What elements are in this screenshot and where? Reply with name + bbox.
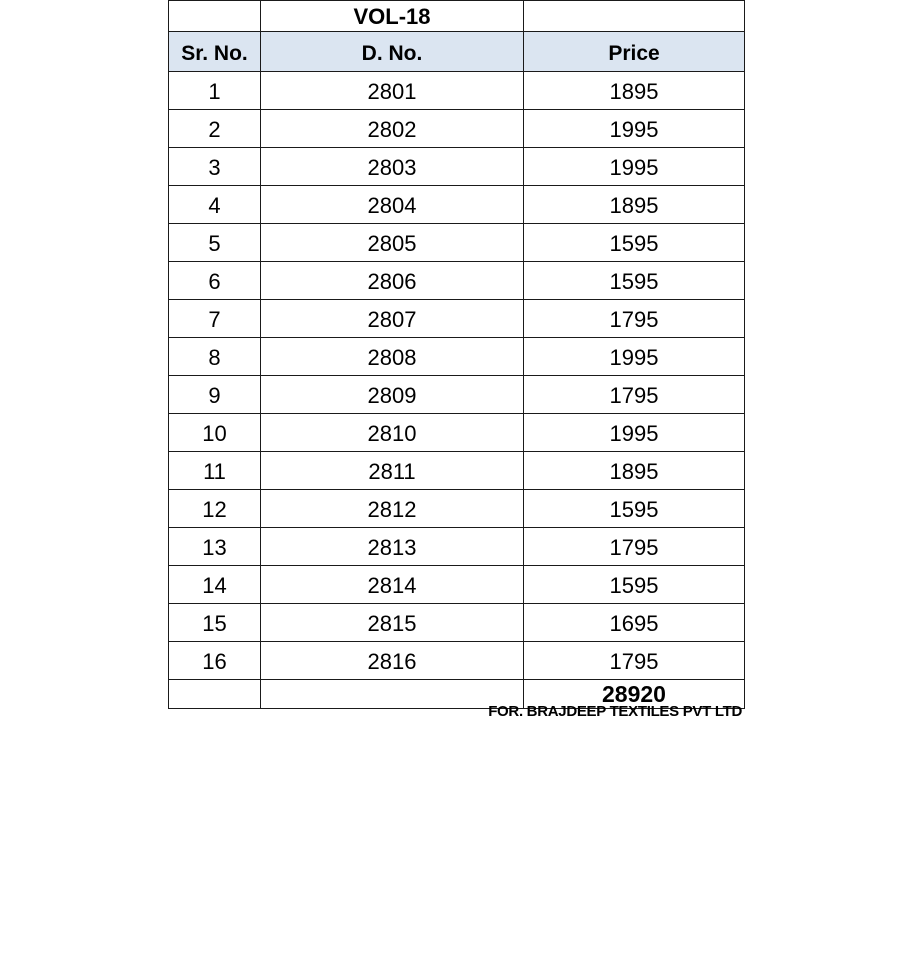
- table-row: [169, 224, 745, 262]
- design-number-cell: 2808: [261, 338, 524, 376]
- column-header-d-no: D. No.: [261, 32, 524, 72]
- design-number-cell: 2805: [261, 224, 524, 262]
- price-cell: 1595: [524, 262, 745, 300]
- design-number-cell: 2809: [261, 376, 524, 414]
- price-list-table: [168, 0, 745, 709]
- table-row: [169, 72, 745, 110]
- design-number-cell: 2815: [261, 604, 524, 642]
- table-row: [169, 300, 745, 338]
- price-cell: 1795: [524, 376, 745, 414]
- sr-no-cell: 5: [169, 224, 261, 262]
- table-row: [169, 490, 745, 528]
- price-cell: 1795: [524, 642, 745, 680]
- sr-no-cell: 10: [169, 414, 261, 452]
- table-row: [169, 186, 745, 224]
- design-number-cell: 2813: [261, 528, 524, 566]
- table-row: [169, 642, 745, 680]
- company-signature: FOR. BRAJDEEP TEXTILES PVT LTD: [488, 703, 742, 720]
- price-cell: 1595: [524, 224, 745, 262]
- price-cell: 1795: [524, 528, 745, 566]
- design-number-cell: 2806: [261, 262, 524, 300]
- table-row: [169, 414, 745, 452]
- price-cell: 1995: [524, 148, 745, 186]
- table-row: [169, 148, 745, 186]
- sr-no-cell: 16: [169, 642, 261, 680]
- price-cell: 1895: [524, 72, 745, 110]
- price-cell: 1595: [524, 490, 745, 528]
- sr-no-cell: 6: [169, 262, 261, 300]
- volume-title-empty-left: [169, 1, 261, 32]
- price-cell: 1795: [524, 300, 745, 338]
- price-cell: 1695: [524, 604, 745, 642]
- volume-title-empty-right: [524, 1, 745, 32]
- sr-no-cell: 8: [169, 338, 261, 376]
- sr-no-cell: 11: [169, 452, 261, 490]
- sr-no-cell: 14: [169, 566, 261, 604]
- design-number-cell: 2814: [261, 566, 524, 604]
- sr-no-cell: 15: [169, 604, 261, 642]
- table-row: [169, 528, 745, 566]
- total-empty-left: [169, 680, 261, 709]
- volume-title-row: [169, 1, 745, 32]
- column-header-row: [169, 32, 745, 72]
- table-row: [169, 604, 745, 642]
- price-cell: 1995: [524, 414, 745, 452]
- column-header-price: Price: [524, 32, 745, 72]
- sr-no-cell: 9: [169, 376, 261, 414]
- sr-no-cell: 4: [169, 186, 261, 224]
- design-number-cell: 2811: [261, 452, 524, 490]
- design-number-cell: 2807: [261, 300, 524, 338]
- table-row: [169, 566, 745, 604]
- sr-no-cell: 2: [169, 110, 261, 148]
- volume-title: VOL-18: [261, 1, 524, 32]
- table-row: [169, 338, 745, 376]
- price-cell: 1995: [524, 338, 745, 376]
- table-row: [169, 262, 745, 300]
- table-row: [169, 452, 745, 490]
- design-number-cell: 2804: [261, 186, 524, 224]
- design-number-cell: 2810: [261, 414, 524, 452]
- column-header-sr-no: Sr. No.: [169, 32, 261, 72]
- table-row: [169, 110, 745, 148]
- design-number-cell: 2801: [261, 72, 524, 110]
- total-price: 28920: [524, 680, 745, 709]
- design-number-cell: 2812: [261, 490, 524, 528]
- design-number-cell: 2803: [261, 148, 524, 186]
- price-cell: 1895: [524, 186, 745, 224]
- sr-no-cell: 13: [169, 528, 261, 566]
- sr-no-cell: 12: [169, 490, 261, 528]
- table-row: [169, 376, 745, 414]
- price-cell: 1995: [524, 110, 745, 148]
- price-cell: 1895: [524, 452, 745, 490]
- design-number-cell: 2802: [261, 110, 524, 148]
- sr-no-cell: 7: [169, 300, 261, 338]
- sr-no-cell: 3: [169, 148, 261, 186]
- sr-no-cell: 1: [169, 72, 261, 110]
- design-number-cell: 2816: [261, 642, 524, 680]
- price-cell: 1595: [524, 566, 745, 604]
